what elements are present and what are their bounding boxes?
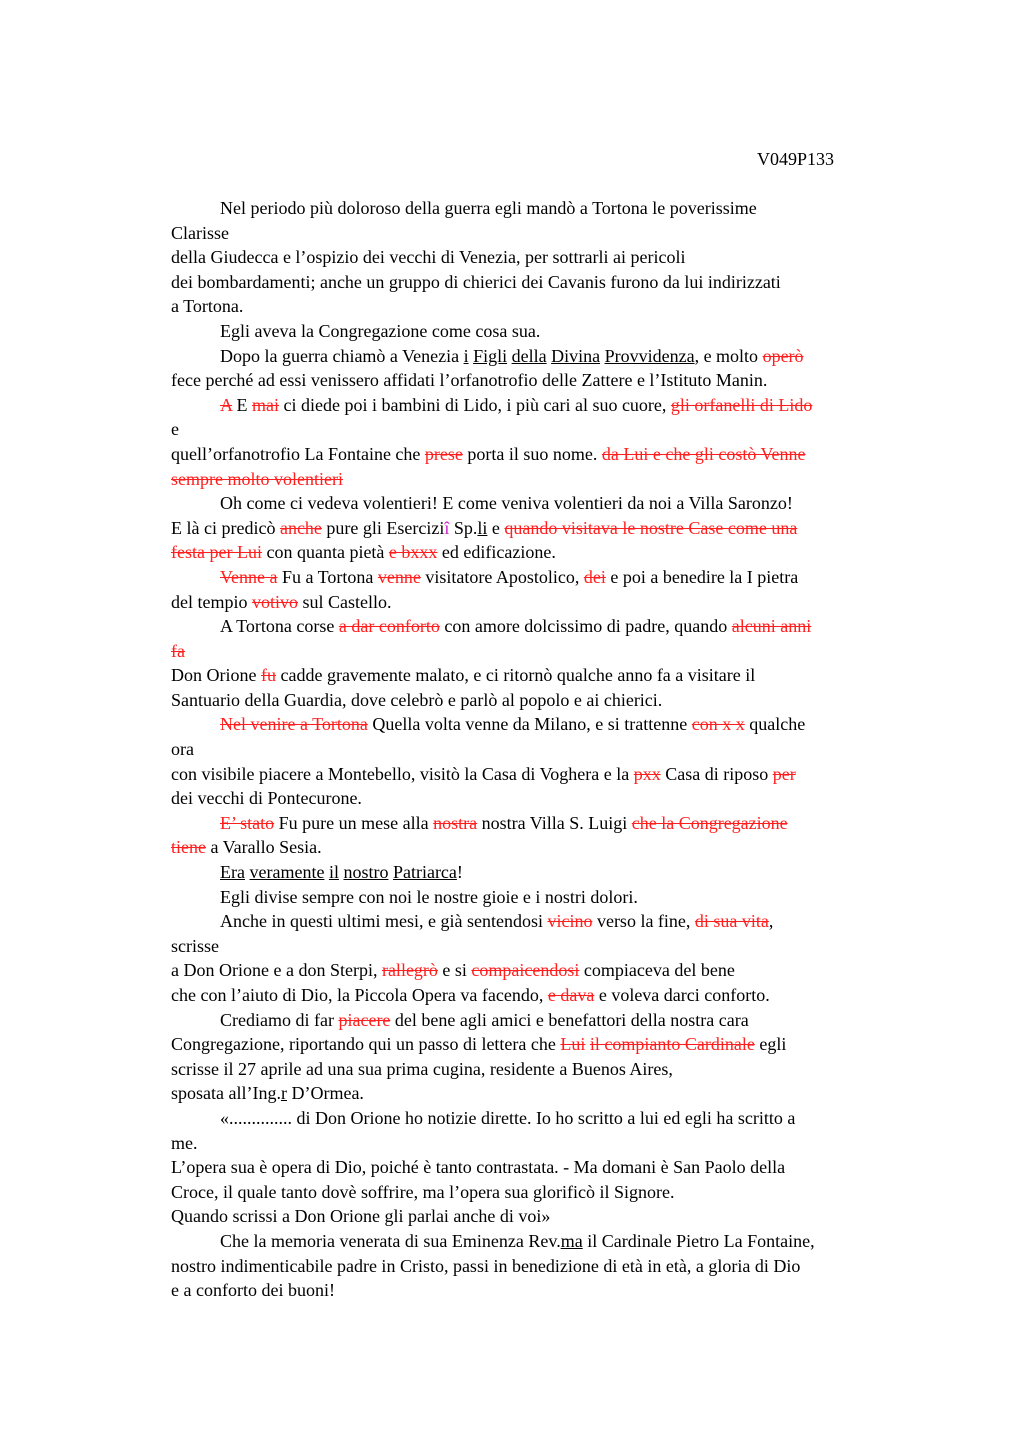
deleted-text: pxx bbox=[633, 763, 661, 784]
deleted-text: per bbox=[772, 763, 796, 784]
underlined-text: Era bbox=[220, 862, 245, 883]
deleted-text: che la Congregazione bbox=[631, 812, 788, 833]
underlined-text: Divina bbox=[551, 345, 601, 366]
deleted-text: operò bbox=[762, 345, 804, 366]
text-line bbox=[171, 540, 916, 565]
underlined-text: della bbox=[511, 345, 547, 366]
text-run: ora bbox=[171, 739, 194, 760]
text-run: a Varallo Sesia. bbox=[205, 837, 322, 858]
text-line bbox=[171, 663, 916, 688]
text-line bbox=[171, 1204, 916, 1229]
deleted-text: tiene bbox=[171, 837, 206, 858]
deleted-text: rallegrò bbox=[381, 960, 438, 981]
text-run: Casa di riposo bbox=[660, 763, 773, 784]
text-run: ! bbox=[456, 862, 463, 883]
text-run: Quando scrissi a Don Orione gli parlai anche di voi» bbox=[171, 1206, 551, 1227]
text-run: verso la fine, bbox=[592, 911, 695, 932]
text-run: dei vecchi di Pontecurone. bbox=[171, 788, 362, 809]
text-run: quell’orfanotrofio La Fontaine che bbox=[171, 443, 425, 464]
underlined-text: Figli bbox=[473, 345, 508, 366]
text-run: con visibile piacere a Montebello, visitò la Casa di Voghera e la bbox=[171, 763, 634, 784]
text-line bbox=[171, 811, 916, 836]
text-run: Congregazione, riportando qui un passo di lettera che bbox=[171, 1034, 561, 1055]
text-run: D’Ormea. bbox=[286, 1083, 364, 1104]
text-line bbox=[171, 442, 916, 467]
deleted-text: e dava bbox=[547, 985, 595, 1005]
text-line bbox=[171, 516, 916, 541]
text-run: con amore dolcissimo di padre, quando bbox=[439, 616, 732, 637]
text-line bbox=[171, 712, 916, 737]
deleted-text: a dar conforto bbox=[338, 616, 440, 637]
text-line bbox=[171, 835, 916, 860]
text-line bbox=[171, 319, 916, 344]
deleted-text: sempre molto volentieri bbox=[171, 468, 343, 489]
text-run: egli bbox=[754, 1034, 787, 1055]
text-run: scrisse il 27 aprile ad una sua prima cugina, residente a Buenos Aires, bbox=[171, 1058, 673, 1079]
text-line bbox=[171, 294, 916, 319]
text-run: Nel periodo più doloroso della guerra egli mandò a Tortona le poverissime bbox=[220, 198, 757, 218]
text-run: L’opera sua è opera di Dio, poiché è tanto contrastata. - Ma domani è San Paolo della bbox=[171, 1157, 786, 1178]
text-run: e si bbox=[437, 960, 472, 981]
page-reference-code: V049P133 bbox=[757, 149, 835, 169]
text-run: Egli divise sempre con noi le nostre gioie e i nostri dolori. bbox=[220, 886, 638, 907]
text-line bbox=[171, 860, 916, 885]
text-run: Sp. bbox=[449, 517, 478, 538]
text-run: e a conforto dei buoni! bbox=[171, 1280, 335, 1301]
text-run: , bbox=[768, 911, 774, 932]
deleted-text: compaicendosi bbox=[471, 960, 580, 981]
text-run: me. bbox=[171, 1132, 198, 1153]
text-run: nostro indimenticabile padre in Cristo, passi in benedizione di età in età, a gloria di Dio bbox=[171, 1255, 801, 1276]
text-run: sul Castello. bbox=[298, 591, 392, 612]
deleted-text: dei bbox=[583, 566, 606, 587]
deleted-text: fa bbox=[171, 640, 185, 661]
text-run: e bbox=[487, 517, 505, 538]
deleted-text: da Lui e che gli costò Venne bbox=[601, 443, 806, 464]
deleted-text: Nel venire a Tortona bbox=[220, 714, 368, 735]
inserted-mark: î bbox=[444, 517, 450, 538]
text-run: Fu pure un mese alla bbox=[274, 812, 434, 833]
text-run: Crediamo di far bbox=[220, 1009, 339, 1030]
text-line bbox=[171, 786, 916, 811]
text-line bbox=[171, 196, 916, 221]
text-line bbox=[171, 393, 916, 418]
text-run: Don Orione bbox=[171, 665, 261, 686]
text-line bbox=[171, 1180, 916, 1205]
deleted-text: il compianto Cardinale bbox=[589, 1034, 755, 1055]
text-run: Anche in questi ultimi mesi, e già sentendosi bbox=[220, 911, 548, 932]
text-run: Egli aveva la Congregazione come cosa sua. bbox=[220, 320, 541, 341]
deleted-text: A bbox=[220, 394, 233, 415]
text-line bbox=[171, 1278, 916, 1303]
text-run: pure gli Esercizi bbox=[321, 517, 445, 538]
text-line bbox=[171, 737, 916, 762]
text-run: «.............. di Don Orione ho notizie dirette. Io ho scritto a lui ed egli ha scritto a bbox=[220, 1107, 796, 1128]
text-line bbox=[171, 344, 916, 369]
underlined-text: Patriarca bbox=[392, 862, 457, 883]
text-run: E bbox=[232, 394, 253, 415]
text-line bbox=[171, 417, 916, 442]
text-run: Dopo la guerra chiamò a Venezia bbox=[220, 345, 464, 366]
text-run: , e molto bbox=[694, 345, 763, 366]
underlined-text: li bbox=[477, 517, 488, 538]
deleted-text: gli orfanelli di Lido bbox=[670, 394, 813, 415]
deleted-text: quando visitava le nostre Case come una bbox=[504, 517, 798, 538]
text-line bbox=[171, 1155, 916, 1180]
text-line bbox=[171, 1008, 916, 1033]
text-line bbox=[171, 1106, 916, 1131]
text-run: visitatore Apostolico, bbox=[420, 566, 584, 587]
text-run: compiaceva del bene bbox=[579, 960, 735, 981]
text-run: sposata all’Ing. bbox=[171, 1083, 281, 1104]
deleted-text: prese bbox=[424, 443, 463, 464]
text-run: Fu a Tortona bbox=[277, 566, 378, 587]
text-run: Santuario della Guardia, dove celebrò e parlò al popolo e ai chierici. bbox=[171, 689, 663, 710]
text-line bbox=[171, 614, 916, 639]
underlined-text: ma bbox=[560, 1230, 583, 1251]
text-run: Oh come ci vedeva volentieri! E come veniva volentieri da noi a Villa Saronzo! bbox=[220, 493, 793, 514]
deleted-text: mai bbox=[252, 394, 280, 415]
deleted-text: alcuni anni bbox=[731, 616, 812, 637]
text-run: e bbox=[171, 419, 179, 440]
deleted-text: fu bbox=[260, 665, 276, 686]
underlined-text: Provvidenza bbox=[604, 345, 695, 366]
text-line bbox=[171, 491, 916, 516]
text-line bbox=[171, 565, 916, 590]
deleted-text: con x x bbox=[691, 714, 745, 735]
text-run: il Cardinale Pietro La Fontaine, bbox=[582, 1230, 815, 1251]
text-line bbox=[171, 639, 916, 664]
text-line bbox=[171, 762, 916, 787]
text-line bbox=[171, 885, 916, 910]
text-run: ci diede poi i bambini di Lido, i più cari al suo cuore, bbox=[279, 394, 671, 415]
deleted-text: Lui bbox=[560, 1034, 586, 1055]
deleted-text: Venne a bbox=[220, 566, 278, 587]
text-run: ed edificazione. bbox=[437, 542, 556, 563]
text-run: porta il suo nome. bbox=[462, 443, 602, 464]
deleted-text: votivo bbox=[251, 591, 298, 612]
text-line bbox=[171, 467, 916, 492]
text-run: e voleva darci conforto. bbox=[594, 985, 770, 1005]
text-run: E là ci predicò bbox=[171, 517, 280, 538]
text-run: Clarisse bbox=[171, 222, 229, 243]
text-run: a Don Orione e a don Sterpi, bbox=[171, 960, 382, 981]
text-line bbox=[171, 590, 916, 615]
text-line bbox=[171, 368, 916, 393]
text-run: qualche bbox=[744, 714, 806, 735]
text-run: e poi a benedire la I pietra bbox=[605, 566, 799, 587]
text-line bbox=[171, 909, 916, 934]
text-line bbox=[171, 221, 916, 246]
text-run: A Tortona corse bbox=[220, 616, 339, 637]
deleted-text: festa per Lui bbox=[171, 542, 262, 563]
deleted-text: anche bbox=[279, 517, 322, 538]
deleted-text: di sua vita bbox=[694, 911, 769, 932]
underlined-text: veramente bbox=[249, 862, 325, 883]
text-run: dei bombardamenti; anche un gruppo di chierici dei Cavanis furono da lui indirizzati bbox=[171, 271, 781, 292]
deleted-text: E’ stato bbox=[220, 812, 275, 833]
text-line bbox=[171, 1081, 916, 1106]
text-run: del tempio bbox=[171, 591, 252, 612]
text-line bbox=[171, 958, 916, 983]
text-line bbox=[171, 1254, 916, 1279]
text-line bbox=[171, 688, 916, 713]
text-line bbox=[171, 934, 916, 959]
text-run: che con l’aiuto di Dio, la Piccola Opera va facendo, bbox=[171, 985, 548, 1005]
text-run: scrisse bbox=[171, 935, 219, 956]
underlined-text: il bbox=[328, 862, 339, 883]
text-line bbox=[171, 1057, 916, 1082]
deleted-text: e bxxx bbox=[388, 542, 438, 563]
text-line bbox=[171, 1131, 916, 1156]
text-run: fece perché ad essi venissero affidati l’orfanotrofio delle Zattere e l’Istituto Manin. bbox=[171, 370, 768, 391]
text-line bbox=[171, 983, 916, 1008]
text-run: Quella volta venne da Milano, e si trattenne bbox=[367, 714, 692, 735]
deleted-text: venne bbox=[377, 566, 421, 587]
text-line bbox=[171, 1229, 916, 1254]
underlined-text: r bbox=[280, 1083, 287, 1104]
text-line bbox=[171, 245, 916, 270]
text-run: cadde gravemente malato, e ci ritornò qualche anno fa a visitare il bbox=[275, 665, 756, 686]
deleted-text: piacere bbox=[338, 1009, 391, 1030]
text-run: della Giudecca e l’ospizio dei vecchi di Venezia, per sottrarli ai pericoli bbox=[171, 247, 686, 268]
text-run: del bene agli amici e benefattori della nostra cara bbox=[390, 1009, 749, 1030]
document-body bbox=[171, 196, 916, 1303]
text-run: a Tortona. bbox=[171, 296, 244, 317]
text-run: Che la memoria venerata di sua Eminenza Rev. bbox=[220, 1230, 561, 1251]
underlined-text: nostro bbox=[343, 862, 389, 883]
text-line bbox=[171, 1032, 916, 1057]
deleted-text: vicino bbox=[547, 911, 593, 932]
deleted-text: nostra bbox=[433, 812, 478, 833]
underlined-text: i bbox=[463, 345, 469, 366]
text-run: con quanta pietà bbox=[261, 542, 389, 563]
text-line bbox=[171, 270, 916, 295]
text-run: nostra Villa S. Luigi bbox=[477, 812, 632, 833]
text-run: Croce, il quale tanto dovè soffrire, ma l’opera sua glorificò il Signore. bbox=[171, 1181, 675, 1202]
